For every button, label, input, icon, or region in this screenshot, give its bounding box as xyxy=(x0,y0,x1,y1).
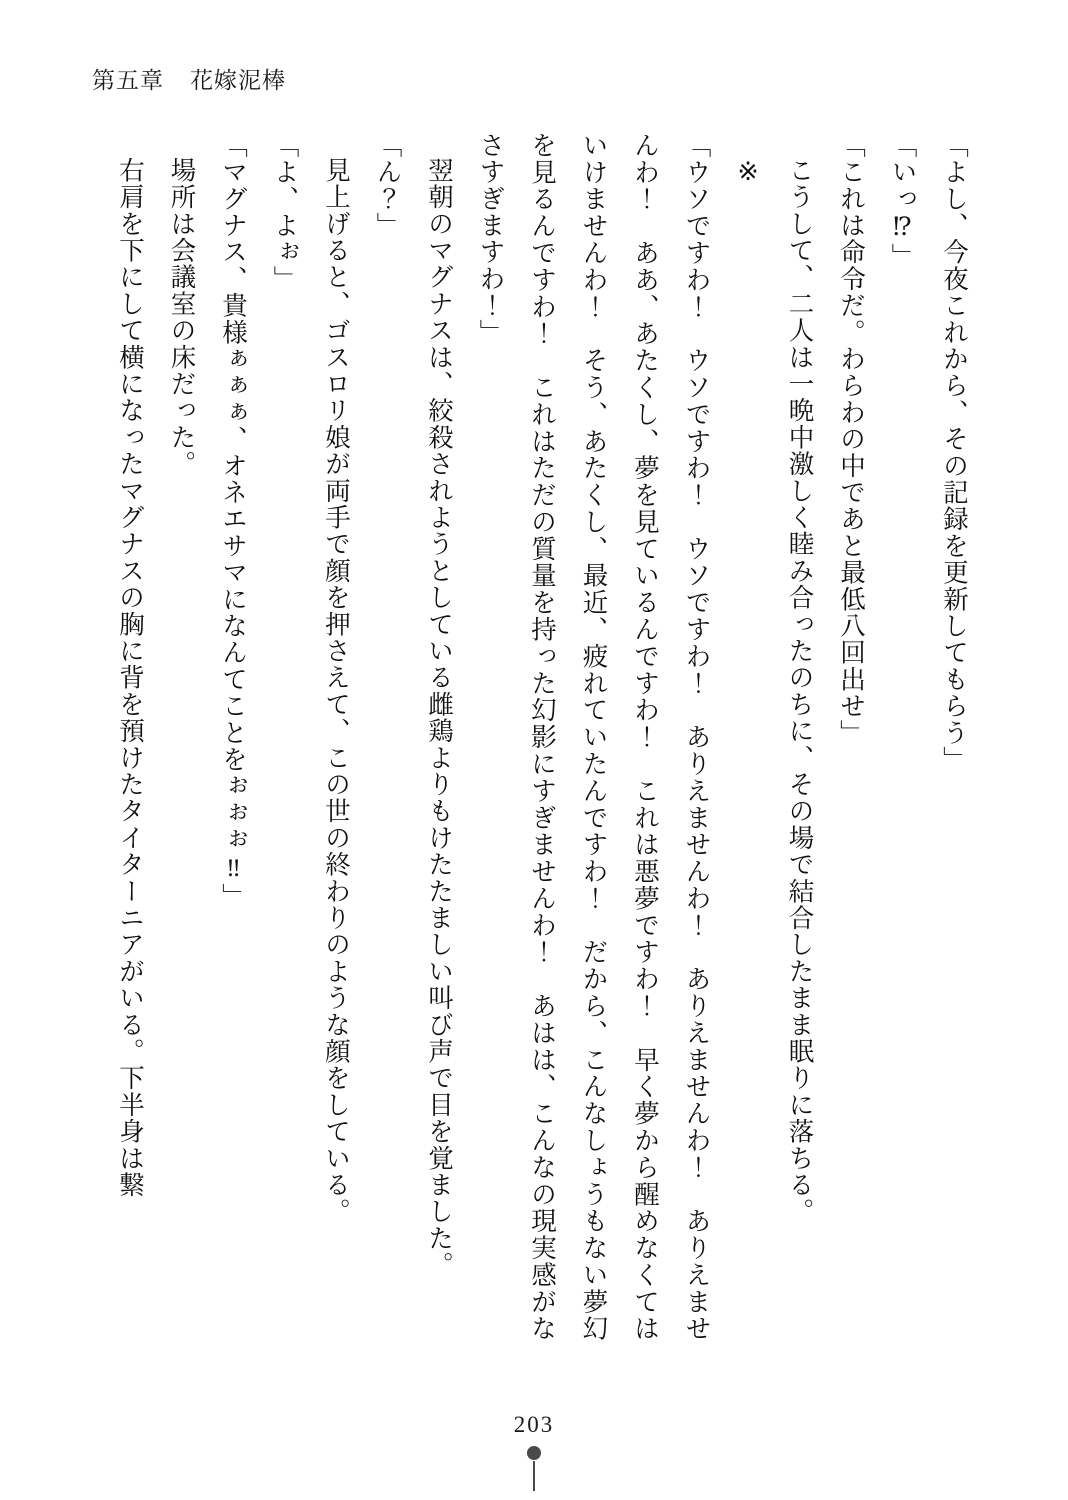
paragraph: 翌朝のマグナスは、絞殺されようとしている雌鶏よりもけたたましい叫び声で目を覚ました。 xyxy=(425,157,454,1279)
paragraph: 「ん？」 xyxy=(373,132,403,239)
page-number: 203 xyxy=(513,1412,555,1437)
paragraph: 「マグナス、貴様ぁぁぁ、オネエサマになんてことをぉぉぉ‼︎」 xyxy=(219,132,248,910)
chapter-title: 花嫁泥棒 xyxy=(190,68,286,93)
paragraph: 「これは命令だ。わらわの中であと最低八回出せ」 xyxy=(837,132,866,747)
paragraph: 右肩を下にして横になったマグナスの胸に背を預けたタイターニアがいる。下半身は繋 xyxy=(116,157,145,1199)
chapter-number: 第五章 xyxy=(92,68,164,93)
paragraph: こうして、二人は一晩中激しく睦み合ったのちに、その場で結合したまま眠りに落ちる。 xyxy=(785,157,815,1225)
paragraph: 「ウソですわ！ ウソですわ！ ウソですわ！ ありえませんわ！ ありえませんわ！ ありえませんわ！ ああ、あたくし、夢を見ているんですわ！ これは悪夢ですわ！ 早く夢から醒めなくてはいけませんわ！ そう、あたくし、最近、疲れていたんですわ！ だから、こんなしょうもない夢幻を見るんですわ！ これはただの質量を持った幻影にすぎませんわ！ あはは、こんなの現実感がなさすぎますわ！」 xyxy=(476,132,712,1342)
paragraph: 「よし、今夜これから、その記録を更新してもらう」 xyxy=(940,132,969,773)
printer-registration-mark xyxy=(526,1446,542,1492)
printer-mark-stem xyxy=(533,1461,535,1491)
printer-mark-dot xyxy=(527,1446,541,1460)
paragraph: 「よ、よぉ」 xyxy=(270,132,300,293)
paragraph: 場所は会議室の床だった。 xyxy=(167,157,197,478)
section-break-mark: ※ xyxy=(734,157,763,189)
body-text xyxy=(116,132,980,1342)
running-header xyxy=(92,62,286,95)
paragraph: 「いっ⁉」 xyxy=(888,132,918,270)
paragraph: 見上げると、ゴスロリ娘が両手で顔を押さえて、この世の終わりのような顔をしている。 xyxy=(322,157,351,1225)
